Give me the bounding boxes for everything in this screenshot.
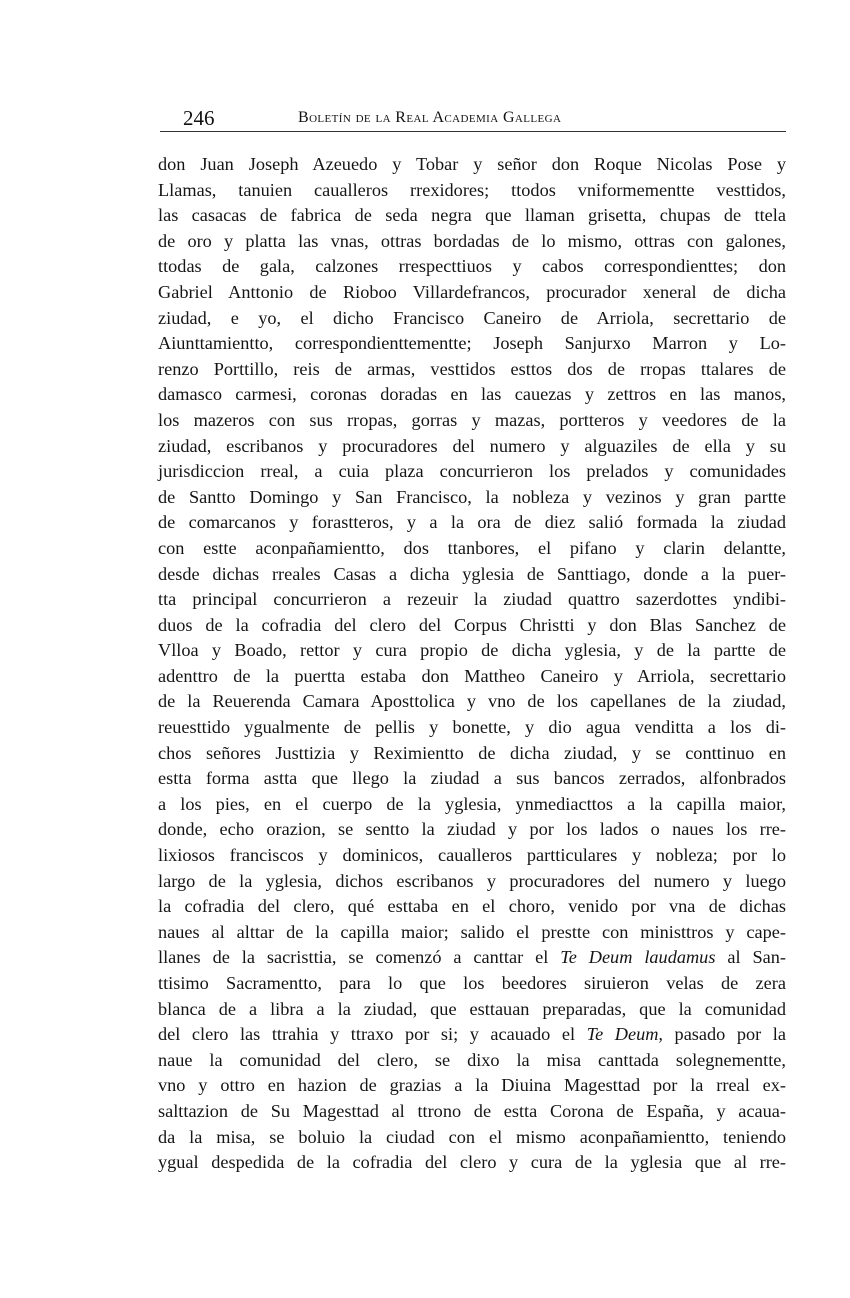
text-line: de oro y platta las vnas, ottras bordadas de lo mismo, ottras con galones,	[158, 230, 786, 251]
text-line: chos señores Justtizia y Reximientto de dicha ziudad, y se conttinuo en	[158, 742, 786, 763]
text-line: salttazion de Su Magesttad al ttrono de estta Corona de España, y acaua-	[158, 1100, 786, 1121]
text-line: renzo Porttillo, reis de armas, vesttidos esttos dos de rropas ttalares de	[158, 358, 786, 379]
text-line: vno y ottro en hazion de grazias a la Diuina Magesttad por la rreal ex-	[158, 1075, 786, 1096]
text-line: del clero las ttrahia y ttraxo por si; y acauado el Te Deum, pasado por la	[158, 1024, 786, 1045]
text-line: da la misa, se boluio la ciudad con el mismo aconpañamientto, teniendo	[158, 1126, 786, 1147]
page-number: 246	[183, 106, 215, 130]
running-title: Boletín de la Real Academia Gallega	[298, 109, 562, 126]
text-line: lixiosos franciscos y dominicos, caualleros partticulares y nobleza; por lo	[158, 845, 786, 866]
text-line: ygual despedida de la cofradia del clero y cura de la yglesia que al rre-	[158, 1152, 786, 1173]
text-line: con estte aconpañamientto, dos ttanbores, el pifano y clarin delantte,	[158, 537, 786, 558]
text-line: de comarcanos y forastteros, y a la ora de diez salió formada la ziudad	[158, 512, 786, 533]
text-line: llanes de la sacristtia, se comenzó a canttar el Te Deum laudamus al San-	[158, 947, 786, 968]
text-line: de la Reuerenda Camara Aposttolica y vno de los capellanes de la ziudad,	[158, 691, 786, 712]
text-line: los mazeros con sus rropas, gorras y mazas, portteros y veedores de la	[158, 409, 786, 430]
text-line: ziudad, escribanos y procuradores del numero y alguaziles de ella y su	[158, 435, 786, 456]
text-line: tta principal concurrieron a rezeuir la ziudad quattro sazerdottes yndibi-	[158, 589, 786, 610]
text-line: donde, echo orazion, se sentto la ziudad y por los lados o naues los rre-	[158, 819, 786, 840]
text-line: duos de la cofradia del clero del Corpus Christti y don Blas Sanchez de	[158, 614, 786, 635]
text-line: naues al alttar de la capilla maior; salido el prestte con ministtros y cape-	[158, 921, 786, 942]
text-line: estta forma astta que llego la ziudad a sus bancos zerrados, alfonbrados	[158, 768, 786, 789]
text-line: blanca de a libra a la ziudad, que esttauan preparadas, que la comunidad	[158, 998, 786, 1019]
header-rule	[160, 131, 786, 132]
text-line: reuesttido ygualmente de pellis y bonette, y dio agua venditta a los di-	[158, 717, 786, 738]
text-line: Aiunttamientto, correspondienttementte; Joseph Sanjurxo Marron y Lo-	[158, 333, 786, 354]
text-line: desde dichas rreales Casas a dicha yglesia de Santtiago, donde a la puer-	[158, 563, 786, 584]
body-text	[158, 152, 786, 1176]
text-line: naue la comunidad del clero, se dixo la misa canttada solegnementte,	[158, 1049, 786, 1070]
text-line: Llamas, tanuien caualleros rrexidores; ttodos vniformementte vesttidos,	[158, 179, 786, 200]
text-line: ttisimo Sacramentto, para lo que los beedores siruieron velas de zera	[158, 973, 786, 993]
text-line: largo de la yglesia, dichos escribanos y procuradores del numero y luego	[158, 870, 786, 891]
text-line: de Santto Domingo y San Francisco, la nobleza y vezinos y gran partte	[158, 486, 786, 507]
text-line: damasco carmesi, coronas doradas en las cauezas y zettros en las manos,	[158, 384, 786, 405]
text-line: adenttro de la puertta estaba don Mattheo Caneiro y Arriola, secrettario	[158, 665, 786, 686]
text-line: la cofradia del clero, qué esttaba en el choro, venido por vna de dichas	[158, 896, 786, 917]
text-line: jurisdiccion rreal, a cuia plaza concurrieron los prelados y comunidades	[158, 461, 786, 482]
text-line: don Juan Joseph Azeuedo y Tobar y señor don Roque Nicolas Pose y	[158, 154, 786, 174]
text-line: ziudad, e yo, el dicho Francisco Caneiro de Arriola, secrettario de	[158, 307, 786, 328]
text-line: Vlloa y Boado, rettor y cura propio de dicha yglesia, y de la partte de	[158, 640, 786, 661]
text-line: las casacas de fabrica de seda negra que llaman grisetta, chupas de ttela	[158, 205, 786, 226]
text-line: Gabriel Anttonio de Rioboo Villardefrancos, procurador xeneral de dicha	[158, 281, 786, 302]
text-line: ttodas de gala, calzones rrespecttiuos y cabos correspondienttes; don	[158, 256, 786, 277]
text-line: a los pies, en el cuerpo de la yglesia, ynmediacttos a la capilla maior,	[158, 793, 786, 814]
